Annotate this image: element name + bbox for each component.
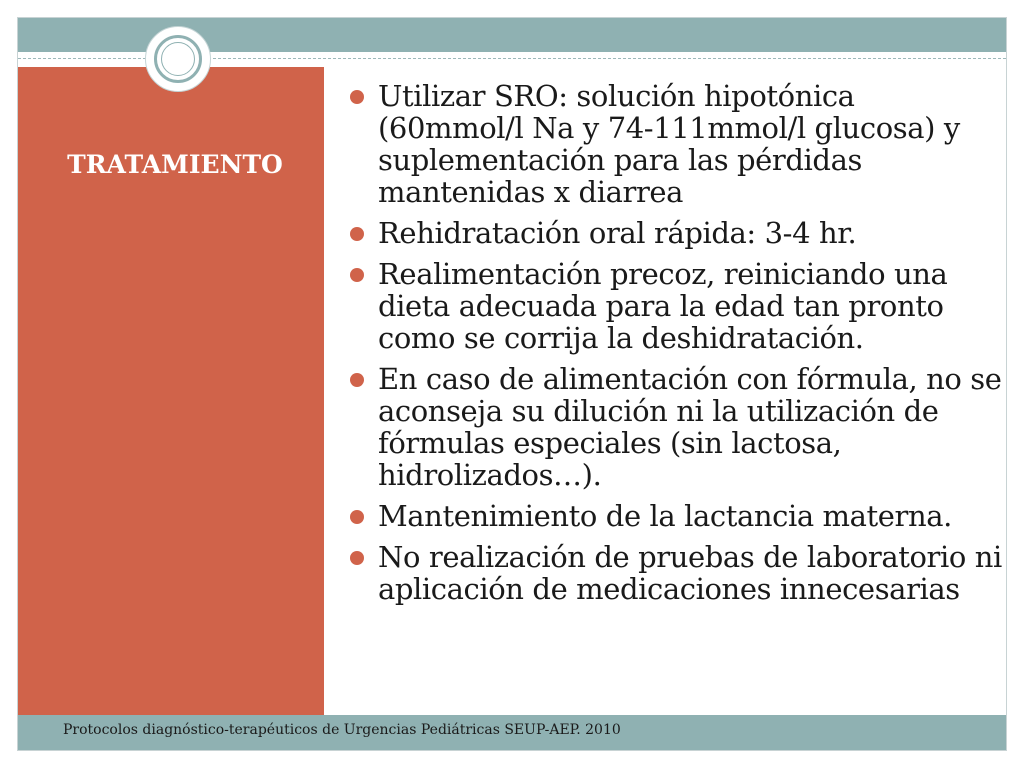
bullet-text: Mantenimiento de la lactancia materna. [378,499,953,533]
bullet-text: No realización de pruebas de laboratorio ni aplicación de medicaciones innecesarias [378,540,1002,606]
bullet-text: Rehidratación oral rápida: 3-4 hr. [378,216,857,250]
bullet-item [348,500,1003,532]
circle-ring [154,35,202,83]
bullet-item [348,541,1003,605]
circle-inner [161,42,195,76]
bullet-dot-icon [350,510,364,524]
content-area [348,80,1003,614]
bullet-dot-icon [350,551,364,565]
slide-title: TRATAMIENTO [67,150,283,179]
bullet-dot-icon [350,227,364,241]
bullet-item [348,258,1003,354]
bullet-item [348,363,1003,491]
bullet-dot-icon [350,268,364,282]
bullet-list [348,80,1003,605]
bullet-item [348,217,1003,249]
bullet-text: Utilizar SRO: solución hipotónica (60mmol/l Na y 74-111mmol/l glucosa) y suplementación para las pérdidas mantenidas x diarrea [378,79,960,209]
footer-citation: Protocolos diagnóstico-terapéuticos de Urgencias Pediátricas SEUP-AEP. 2010 [63,722,621,738]
bullet-text: En caso de alimentación con fórmula, no se aconseja su dilución ni la utilización de fórmulas especiales (sin lactosa, hidrolizados…). [378,362,1002,492]
bullet-dot-icon [350,373,364,387]
bullet-item [348,80,1003,208]
bullet-dot-icon [350,90,364,104]
bullet-text: Realimentación precoz, reiniciando una dieta adecuada para la edad tan pronto como se corrija la deshidratación. [378,257,948,355]
concentric-circle-icon [145,26,211,92]
title-panel [18,67,324,715]
